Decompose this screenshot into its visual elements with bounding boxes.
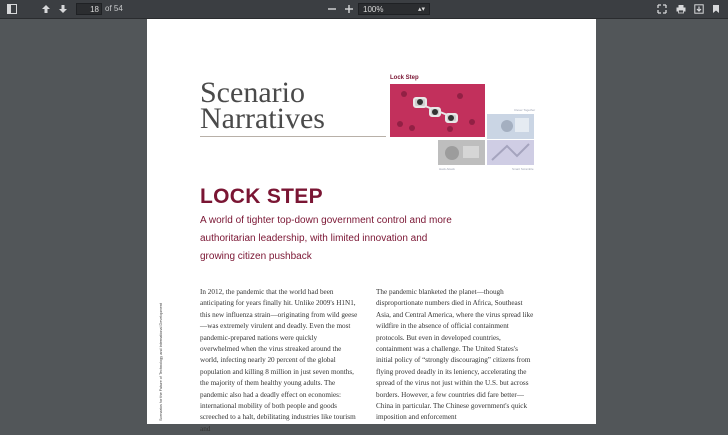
print-icon[interactable] xyxy=(674,2,688,16)
thumb-caption-top: Clever Together xyxy=(514,108,536,112)
photo-label: Lock Step xyxy=(390,75,419,81)
title-divider xyxy=(200,136,386,137)
page-title xyxy=(200,76,325,135)
select-caret-icon: ▴▾ xyxy=(417,6,425,13)
download-icon[interactable] xyxy=(692,2,706,16)
section-heading: LOCK STEP xyxy=(200,185,323,208)
thumb-caption-left: Hack Attack xyxy=(439,167,455,171)
title-line-2: Narratives xyxy=(200,102,325,135)
fullscreen-icon[interactable] xyxy=(655,2,669,16)
lock-step-photo xyxy=(390,84,485,137)
page-number-input[interactable]: 18 xyxy=(76,3,102,15)
zoom-in-icon[interactable] xyxy=(342,2,356,16)
next-page-icon[interactable] xyxy=(56,2,70,16)
previous-page-icon[interactable] xyxy=(39,2,53,16)
zoom-value: 100% xyxy=(363,5,384,14)
pdf-page xyxy=(147,19,596,433)
pdf-toolbar xyxy=(0,0,728,19)
body-column-left xyxy=(200,287,358,435)
vertical-side-label: Scenarios for the Future of Technology and International Development xyxy=(159,303,163,421)
title-line-1: Scenario xyxy=(200,76,305,109)
sidebar-toggle-icon[interactable] xyxy=(5,2,19,16)
thumbnail-bottom-right xyxy=(487,140,534,165)
zoom-select[interactable] xyxy=(358,3,430,15)
section-subheading: A world of tighter top-down government control and more authoritarian leadership, with limited innovation and growing citizen pushback xyxy=(200,215,452,262)
thumbnail-bottom-left xyxy=(438,140,485,165)
thumbnail-top-right xyxy=(487,114,534,139)
zoom-out-icon[interactable] xyxy=(325,2,339,16)
body-paragraph: The pandemic blanketed the planet—though disproportionate numbers died in Africa, Southeast Asia, and Central America, where the virus spread like wildfire in the absence of official containment protocols. But even in developed countries, containment was a challenge. The United States's initial policy of “strongly discouraging” citizens from flying proved deadly in its leniency, accelerating the spread of the virus not just within the U.S. but across borders. However, a few countries did fare better—China in particular. The Chinese government's quick imposition and enforcement xyxy=(376,288,534,422)
page-total-label: of 54 xyxy=(105,4,123,13)
body-column-right xyxy=(376,287,534,424)
bookmark-icon[interactable] xyxy=(709,2,723,16)
body-paragraph: In 2012, the pandemic that the world had been anticipating for years finally hit. Unlike 2009's H1N1, this new influenza strain—originating from wild geese—was extremely virulent and deadly. Even the most pandemic-prepared nations were quickly overwhelmed when the virus streaked around the world, infecting nearly 20 percent of the global population and killing 8 million in just seven months, the majority of them healthy young adults. The pandemic also had a deadly effect on economies: international mobility of both people and goods screeched to a halt, debilitating industries like tourism and xyxy=(200,288,358,433)
thumb-caption-right: Smart Scramble xyxy=(512,167,534,171)
